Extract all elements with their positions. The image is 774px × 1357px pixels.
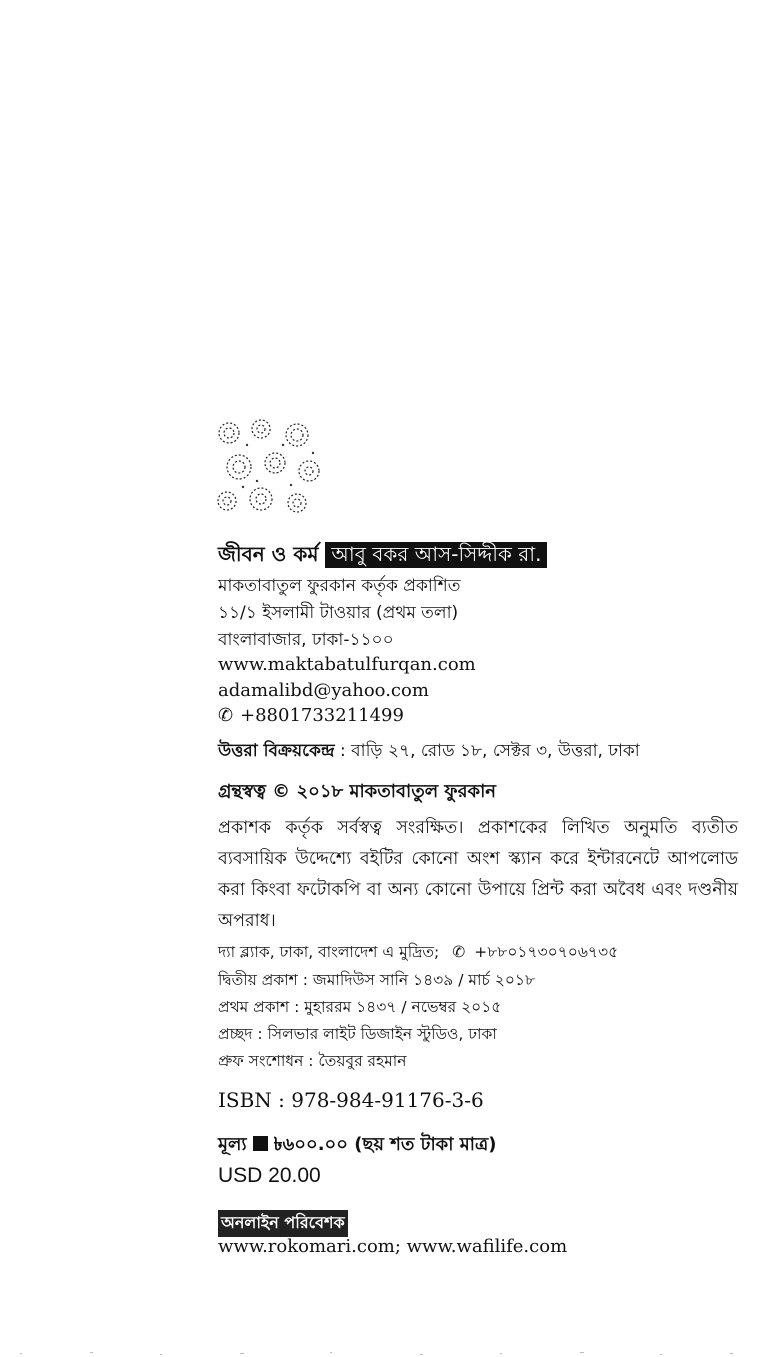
address-line-2: বাংলাবাজার, ঢাকা-১১০০ [218, 630, 394, 650]
price-row [218, 1130, 496, 1161]
printer: দ্যা ব্ল্যাক, ঢাকা, বাংলাদেশ এ মুদ্রিত; [218, 943, 440, 961]
proof-reading: প্রুফ সংশোধন : তৈয়বুর রহমান [218, 1052, 407, 1070]
published-by: মাকতাবাতুল ফুরকান কর্তৃক প্রকাশিত [218, 576, 461, 596]
branch-row [218, 738, 640, 766]
price-usd: USD 20.00 [218, 1164, 321, 1187]
price-label: মূল্য [218, 1134, 247, 1155]
copyright-text: ২০১৮ মাকতাবাতুল ফুরকান [296, 781, 497, 802]
online-label: অনলাইন পরিবেশক [218, 1210, 348, 1237]
branch-label: উত্তরা বিক্রয়কেন্দ্র [218, 741, 335, 761]
first-edition: প্রথম প্রকাশ : মুহাররম ১৪৩৭ / নভেম্বর ২০১৫ [218, 998, 502, 1016]
copyright-label: গ্রন্থস্বত্ব [218, 781, 266, 802]
scan-noise [0, 1350, 774, 1357]
cover-design: প্রচ্ছদ : সিলভার লাইট ডিজাইন স্টুডিও, ঢাকা [218, 1025, 497, 1043]
phone-icon: ✆ [452, 943, 466, 961]
online-sites: www.rokomari.com; www.wafilife.com [218, 1236, 568, 1257]
title-prefix: জীবন ও কর্ম [218, 542, 319, 566]
copyright-symbol: © [272, 781, 291, 802]
second-edition: দ্বিতীয় প্রকাশ : জমাদিউস সানি ১৪৩৯ / মার্চ ২০১৮ [218, 971, 536, 989]
rights-notice: প্রকাশক কর্তৃক সর্বস্বত্ব সংরক্ষিত। প্রকাশকের লিখিত অনুমতি ব্যতীত ব্যবসায়িক উদ্দেশ্যে বইটির কোনো অংশ স্ক্যান করে ইন্টারনেটে আপলোড করা কিংবা ফটোকপি বা অন্য কোনো উপায়ে প্রিন্ট করা অবৈধ এবং দণ্ডনীয় অপরাধ। [218, 818, 738, 931]
branch-address: : বাড়ি ২৭, রোড ১৮, সেক্টর ৩, উত্তরা, ঢাকা [340, 741, 640, 761]
copyright-line [218, 777, 496, 808]
price-amount: ৳৬০০.০০ (ছয় শত টাকা মাত্র) [273, 1134, 497, 1155]
publisher-phone: +8801733211499 [240, 705, 404, 726]
printer-row [218, 940, 618, 966]
publisher-email: adamalibd@yahoo.com [218, 680, 429, 701]
publisher-phone-row [218, 705, 404, 726]
printer-phone: +৮৮০১৭৩০৭০৬৭৩৫ [474, 943, 619, 961]
book-title [218, 540, 547, 573]
isbn: ISBN : 978-984-91176-3-6 [218, 1088, 484, 1112]
title-highlight: আবু বকর আস-সিদ্দীক রা. [325, 542, 547, 568]
square-bullet-icon [253, 1136, 268, 1151]
publisher-website: www.maktabatulfurqan.com [218, 654, 476, 675]
phone-icon: ✆ [218, 705, 234, 726]
publisher-logo-icon [213, 417, 325, 515]
address-line-1: ১১/১ ইসলামী টাওয়ার (প্রথম তলা) [218, 603, 459, 623]
